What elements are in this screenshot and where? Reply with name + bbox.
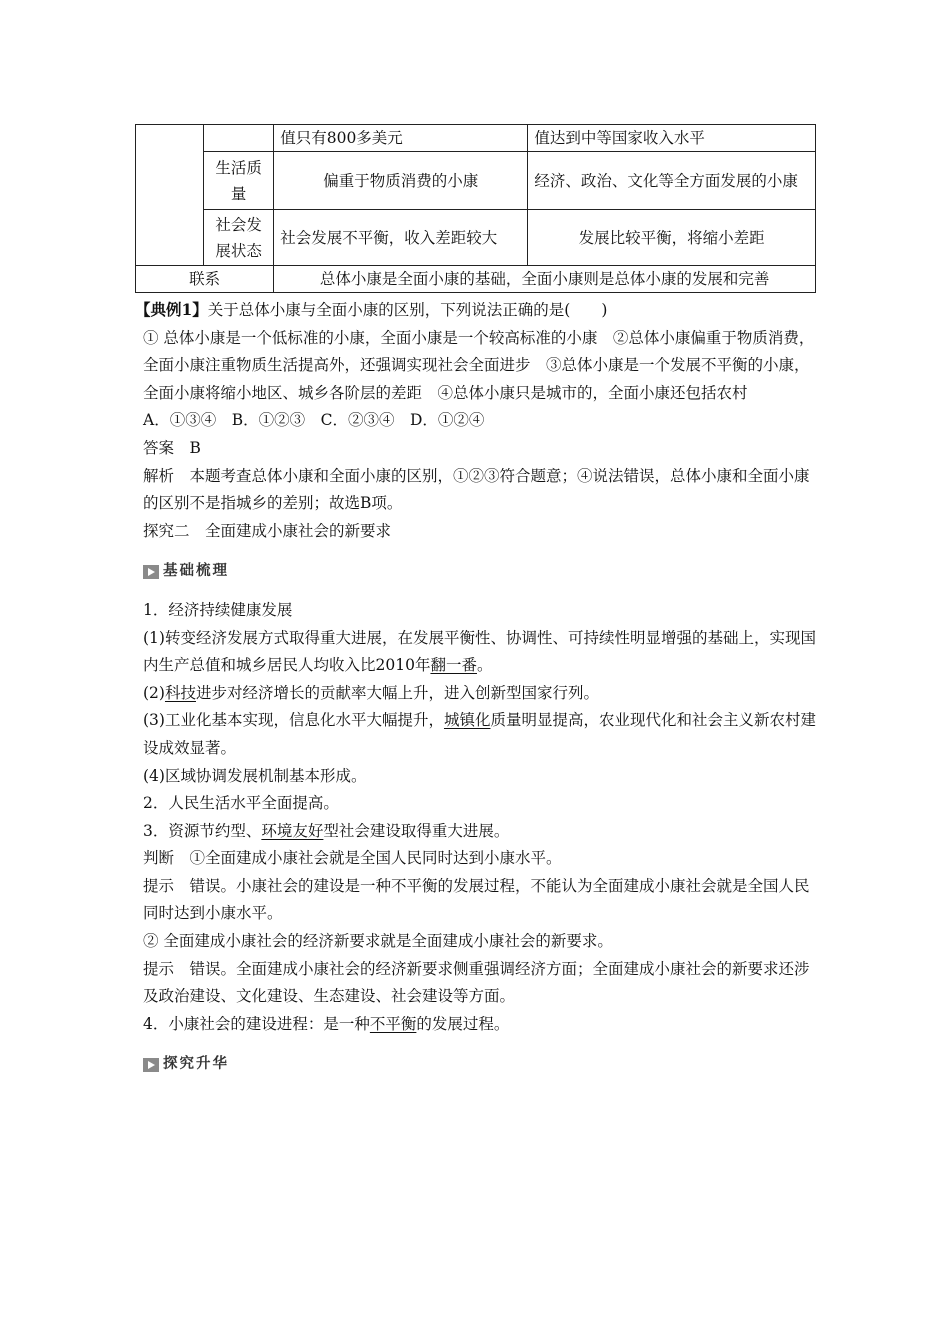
table-cell: 发展比较平衡，将缩小差距	[528, 210, 816, 266]
judgement: 判断 ①全面建成小康社会就是全国人民同时达到小康水平。	[143, 849, 562, 868]
underlined-term: 不平衡	[369, 1014, 417, 1033]
play-triangle-icon	[143, 565, 159, 579]
table-cell	[136, 125, 204, 266]
row-label: 生活质量	[204, 152, 274, 210]
table-row	[136, 152, 816, 210]
list-item: 2．人民生活水平全面提高。	[143, 794, 339, 813]
row-label: 联系	[136, 266, 274, 293]
section-header-advanced: 探究升华	[143, 1051, 823, 1079]
example-answer: 答案 B	[143, 438, 201, 457]
underlined-term: 科技	[164, 683, 196, 702]
table-cell: 经济、政治、文化等全方面发展的小康	[528, 152, 816, 210]
list-item: (3)工业化基本实现，信息化水平大幅提升，城镇化质量明显提高，农业现代化和社会主义新农村建设成效显著。	[143, 711, 816, 757]
section-title: 探究二 全面建成小康社会的新要求	[143, 521, 392, 540]
table-row	[136, 266, 816, 293]
underlined-term: 环境友好	[261, 821, 324, 840]
list-item: (4)区域协调发展机制基本形成。	[143, 766, 367, 785]
hint: 提示 错误。全面建成小康社会的经济新要求侧重强调经济方面；全面建成小康社会的新要求还涉及政治建设、文化建设、生态建设、社会建设等方面。	[143, 959, 810, 1006]
row-label: 社会发展状态	[204, 210, 274, 266]
example-statements: ① 总体小康是一个低标准的小康，全面小康是一个较高标准的小康 ②总体小康偏重于物质消费，全面小康注重物质生活提高外，还强调实现社会全面进步 ③总体小康是一个发展不平衡的小康，全面小康将缩小地区、城乡各阶层的差距 ④总体小康只是城市的，全面小康还包括农村	[143, 328, 815, 402]
example-tag: 【典例1】	[135, 300, 208, 319]
table-cell: 偏重于物质消费的小康	[274, 152, 528, 210]
play-triangle-icon	[143, 1058, 159, 1072]
list-item: 1．经济持续健康发展	[143, 600, 293, 619]
underlined-term: 翻一番	[430, 656, 477, 675]
table-cell: 社会发展不平衡，收入差距较大	[274, 210, 528, 266]
table-row	[136, 125, 816, 152]
table-cell: 值只有800多美元	[274, 125, 528, 152]
hint: 提示 错误。小康社会的建设是一种不平衡的发展过程，不能认为全面建成小康社会就是全国人民同时达到小康水平。	[143, 876, 810, 923]
list-item: 3．资源节约型、环境友好型社会建设取得重大进展。	[143, 821, 510, 840]
comparison-table	[135, 124, 816, 293]
list-item: 4．小康社会的建设进程：是一种不平衡的发展过程。	[143, 1014, 510, 1033]
list-item: (2)科技进步对经济增长的贡献率大幅上升，进入创新型国家行列。	[143, 683, 599, 702]
section-header-basics: 基础梳理	[143, 558, 823, 586]
list-item: (1)转变经济发展方式取得重大进展，在发展平衡性、协调性、可持续性明显增强的基础上，实现国内生产总值和城乡居民人均收入比2010年翻一番。	[143, 628, 816, 675]
body-text	[135, 296, 823, 1090]
table-cell: 值达到中等国家收入水平	[528, 125, 816, 152]
judgement: ② 全面建成小康社会的经济新要求就是全面建成小康社会的新要求。	[143, 932, 613, 951]
example-analysis: 解析 本题考查总体小康和全面小康的区别，①②③符合题意；④说法错误，总体小康和全面小康的区别不是指城乡的差别；故选B项。	[143, 466, 810, 513]
example-options: A．①③④ B．①②③ C．②③④ D．①②④	[143, 411, 485, 430]
table-row	[136, 210, 816, 266]
table-cell: 总体小康是全面小康的基础，全面小康则是总体小康的发展和完善	[274, 266, 816, 293]
example-question: 【典例1】关于总体小康与全面小康的区别，下列说法正确的是( )	[135, 300, 608, 319]
underlined-term: 城镇化	[443, 711, 491, 730]
table-cell	[204, 125, 274, 152]
